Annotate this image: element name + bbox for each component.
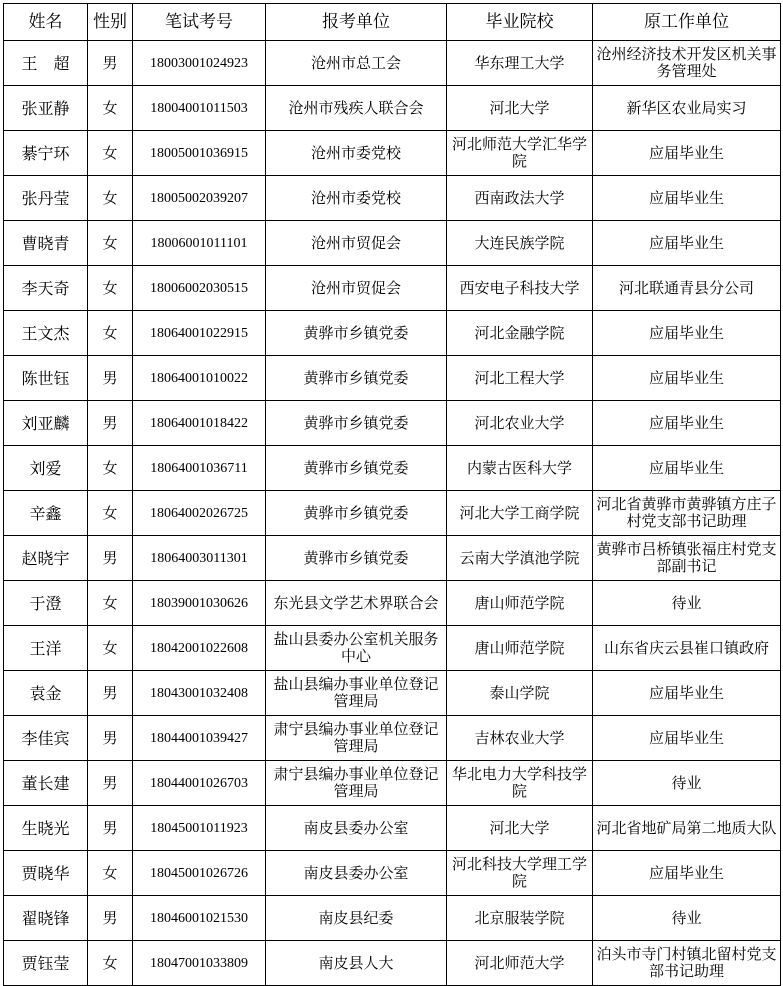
table-row [4,941,781,986]
cell-applied-unit: 沧州市残疾人联合会 [266,86,447,131]
table-row [4,716,781,761]
cell-applied-unit: 沧州市总工会 [266,41,447,86]
cell-graduated-school: 唐山师范学院 [447,581,593,626]
cell-exam-number: 18003001024923 [133,41,266,86]
table-row [4,536,781,581]
cell-exam-number: 18064002026725 [133,491,266,536]
cell-name: 曹晓青 [4,221,88,266]
cell-original-employer: 应届毕业生 [593,176,781,221]
cell-original-employer: 新华区农业局实习 [593,86,781,131]
cell-graduated-school: 华东理工大学 [447,41,593,86]
table-row [4,356,781,401]
cell-applied-unit: 南皮县纪委 [266,896,447,941]
cell-applied-unit: 黄骅市乡镇党委 [266,536,447,581]
table-row [4,491,781,536]
cell-gender: 女 [88,626,133,671]
cell-name: 张亚静 [4,86,88,131]
cell-original-employer: 应届毕业生 [593,221,781,266]
cell-exam-number: 18047001033809 [133,941,266,986]
header-name: 姓名 [4,4,88,41]
cell-original-employer: 沧州经济技术开发区机关事务管理处 [593,41,781,86]
cell-exam-number: 18005002039207 [133,176,266,221]
header-exam-number: 笔试考号 [133,4,266,41]
cell-gender: 女 [88,446,133,491]
cell-gender: 女 [88,941,133,986]
cell-original-employer: 黄骅市吕桥镇张福庄村党支部副书记 [593,536,781,581]
cell-name: 刘亚麟 [4,401,88,446]
cell-graduated-school: 华北电力大学科技学院 [447,761,593,806]
cell-graduated-school: 西安电子科技大学 [447,266,593,311]
cell-graduated-school: 大连民族学院 [447,221,593,266]
table-row [4,86,781,131]
table-row [4,131,781,176]
cell-applied-unit: 黄骅市乡镇党委 [266,446,447,491]
header-gender: 性别 [88,4,133,41]
cell-applied-unit: 黄骅市乡镇党委 [266,491,447,536]
cell-applied-unit: 南皮县委办公室 [266,851,447,896]
table-row [4,761,781,806]
cell-name: 綦宁环 [4,131,88,176]
cell-applied-unit: 南皮县委办公室 [266,806,447,851]
cell-applied-unit: 黄骅市乡镇党委 [266,356,447,401]
cell-name: 李天奇 [4,266,88,311]
cell-applied-unit: 南皮县人大 [266,941,447,986]
cell-exam-number: 18046001021530 [133,896,266,941]
cell-original-employer: 河北省黄骅市黄骅镇方庄子村党支部书记助理 [593,491,781,536]
header-original-employer: 原工作单位 [593,4,781,41]
cell-gender: 男 [88,536,133,581]
cell-original-employer: 应届毕业生 [593,311,781,356]
cell-exam-number: 18044001026703 [133,761,266,806]
cell-graduated-school: 河北师范大学 [447,941,593,986]
cell-applied-unit: 沧州市贸促会 [266,221,447,266]
table-row [4,176,781,221]
cell-applied-unit: 沧州市委党校 [266,131,447,176]
cell-original-employer: 山东省庆云县崔口镇政府 [593,626,781,671]
cell-exam-number: 18064001018422 [133,401,266,446]
cell-exam-number: 18006001011101 [133,221,266,266]
cell-original-employer: 待业 [593,761,781,806]
cell-applied-unit: 沧州市贸促会 [266,266,447,311]
cell-gender: 男 [88,356,133,401]
cell-applied-unit: 沧州市委党校 [266,176,447,221]
cell-gender: 男 [88,806,133,851]
cell-applied-unit: 盐山县委办公室机关服务中心 [266,626,447,671]
cell-name: 贾晓华 [4,851,88,896]
cell-graduated-school: 西南政法大学 [447,176,593,221]
cell-exam-number: 18043001032408 [133,671,266,716]
cell-applied-unit: 东光县文学艺术界联合会 [266,581,447,626]
table-body [4,41,781,986]
cell-original-employer: 应届毕业生 [593,356,781,401]
table-row [4,221,781,266]
cell-name: 辛鑫 [4,491,88,536]
cell-graduated-school: 云南大学滇池学院 [447,536,593,581]
cell-gender: 女 [88,581,133,626]
cell-original-employer: 河北省地矿局第二地质大队 [593,806,781,851]
cell-graduated-school: 泰山学院 [447,671,593,716]
cell-gender: 男 [88,41,133,86]
cell-graduated-school: 北京服装学院 [447,896,593,941]
cell-name: 李佳宾 [4,716,88,761]
cell-exam-number: 18005001036915 [133,131,266,176]
table-row [4,266,781,311]
header-row [4,4,781,41]
cell-applied-unit: 黄骅市乡镇党委 [266,311,447,356]
cell-graduated-school: 内蒙古医科大学 [447,446,593,491]
cell-graduated-school: 河北大学 [447,86,593,131]
cell-exam-number: 18064001022915 [133,311,266,356]
cell-graduated-school: 河北科技大学理工学院 [447,851,593,896]
cell-name: 张丹莹 [4,176,88,221]
candidate-table [3,3,781,986]
cell-gender: 女 [88,131,133,176]
cell-applied-unit: 盐山县编办事业单位登记管理局 [266,671,447,716]
cell-exam-number: 18045001026726 [133,851,266,896]
cell-name: 王 超 [4,41,88,86]
cell-exam-number: 18064001010022 [133,356,266,401]
table-row [4,401,781,446]
table-row [4,581,781,626]
header-graduated-school: 毕业院校 [447,4,593,41]
cell-graduated-school: 河北师范大学汇华学院 [447,131,593,176]
cell-exam-number: 18044001039427 [133,716,266,761]
cell-graduated-school: 唐山师范学院 [447,626,593,671]
cell-gender: 女 [88,491,133,536]
cell-original-employer: 待业 [593,581,781,626]
cell-exam-number: 18064003011301 [133,536,266,581]
cell-name: 赵晓宇 [4,536,88,581]
cell-original-employer: 应届毕业生 [593,716,781,761]
cell-name: 袁金 [4,671,88,716]
cell-name: 刘爱 [4,446,88,491]
cell-gender: 女 [88,221,133,266]
cell-applied-unit: 黄骅市乡镇党委 [266,401,447,446]
cell-gender: 女 [88,86,133,131]
cell-original-employer: 应届毕业生 [593,446,781,491]
cell-graduated-school: 河北金融学院 [447,311,593,356]
cell-gender: 男 [88,761,133,806]
table-row [4,311,781,356]
table-row [4,626,781,671]
table-row [4,896,781,941]
cell-original-employer: 应届毕业生 [593,131,781,176]
cell-applied-unit: 肃宁县编办事业单位登记管理局 [266,716,447,761]
cell-gender: 女 [88,851,133,896]
cell-gender: 男 [88,716,133,761]
cell-original-employer: 泊头市寺门村镇北留村党支部书记助理 [593,941,781,986]
cell-gender: 男 [88,896,133,941]
cell-name: 王洋 [4,626,88,671]
cell-original-employer: 待业 [593,896,781,941]
table-row [4,446,781,491]
cell-original-employer: 河北联通青县分公司 [593,266,781,311]
cell-original-employer: 应届毕业生 [593,401,781,446]
cell-graduated-school: 河北工程大学 [447,356,593,401]
cell-exam-number: 18006002030515 [133,266,266,311]
table-row [4,41,781,86]
cell-graduated-school: 河北农业大学 [447,401,593,446]
cell-exam-number: 18064001036711 [133,446,266,491]
cell-name: 王文杰 [4,311,88,356]
cell-graduated-school: 河北大学 [447,806,593,851]
cell-original-employer: 应届毕业生 [593,671,781,716]
cell-gender: 女 [88,311,133,356]
cell-graduated-school: 河北大学工商学院 [447,491,593,536]
cell-gender: 男 [88,401,133,446]
cell-gender: 男 [88,671,133,716]
cell-exam-number: 18039001030626 [133,581,266,626]
cell-name: 生晓光 [4,806,88,851]
cell-name: 董长建 [4,761,88,806]
cell-gender: 女 [88,176,133,221]
cell-gender: 女 [88,266,133,311]
table-row [4,806,781,851]
cell-applied-unit: 肃宁县编办事业单位登记管理局 [266,761,447,806]
header-applied-unit: 报考单位 [266,4,447,41]
table-row [4,671,781,716]
cell-name: 贾钰莹 [4,941,88,986]
cell-exam-number: 18004001011503 [133,86,266,131]
cell-name: 陈世钰 [4,356,88,401]
cell-name: 翟晓锋 [4,896,88,941]
cell-exam-number: 18045001011923 [133,806,266,851]
cell-graduated-school: 吉林农业大学 [447,716,593,761]
cell-name: 于澄 [4,581,88,626]
cell-exam-number: 18042001022608 [133,626,266,671]
table-row [4,851,781,896]
cell-original-employer: 应届毕业生 [593,851,781,896]
